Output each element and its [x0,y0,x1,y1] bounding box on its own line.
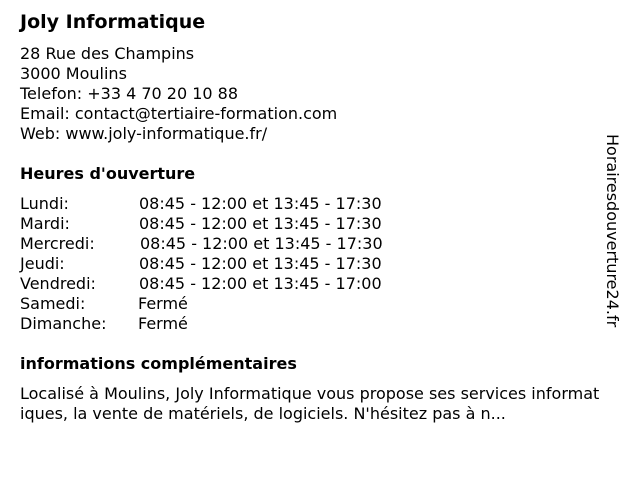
watermark-text: Horairesdouverture24.fr [603,134,622,328]
hours-heading: Heures d'ouverture [20,164,196,183]
address-block [20,44,337,144]
website: Web: www.joly-informatique.fr/ [20,124,268,143]
day-label: Dimanche: [20,314,107,333]
day-label: Samedi: [20,294,86,313]
day-hours: Fermé [138,314,188,333]
info-heading: informations complémentaires [20,354,297,373]
day-label: Mardi: [20,214,70,233]
day-hours: 08:45 - 12:00 et 13:45 - 17:30 [139,214,382,233]
day-label: Lundi: [20,194,69,213]
address-street: 28 Rue des Champins [20,44,195,63]
day-label: Vendredi: [20,274,96,293]
address-city: 3000 Moulins [20,64,127,83]
day-label: Jeudi: [20,254,65,273]
phone-number: Telefon: +33 4 70 20 10 88 [20,84,239,103]
day-hours: 08:45 - 12:00 et 13:45 - 17:30 [139,194,382,213]
email-address: Email: contact@tertiaire-formation.com [20,104,338,123]
day-hours: 08:45 - 12:00 et 13:45 - 17:30 [140,234,383,253]
day-hours: Fermé [138,294,188,313]
day-hours: 08:45 - 12:00 et 13:45 - 17:00 [139,274,382,293]
business-name: Joly Informatique [20,11,206,33]
day-label: Mercredi: [20,234,95,253]
day-hours: 08:45 - 12:00 et 13:45 - 17:30 [139,254,382,273]
info-description: Localisé à Moulins, Joly Informatique vous propose ses services informatiques, la vente de matériels, de logiciels. N'hésitez pas à n... [20,384,600,423]
